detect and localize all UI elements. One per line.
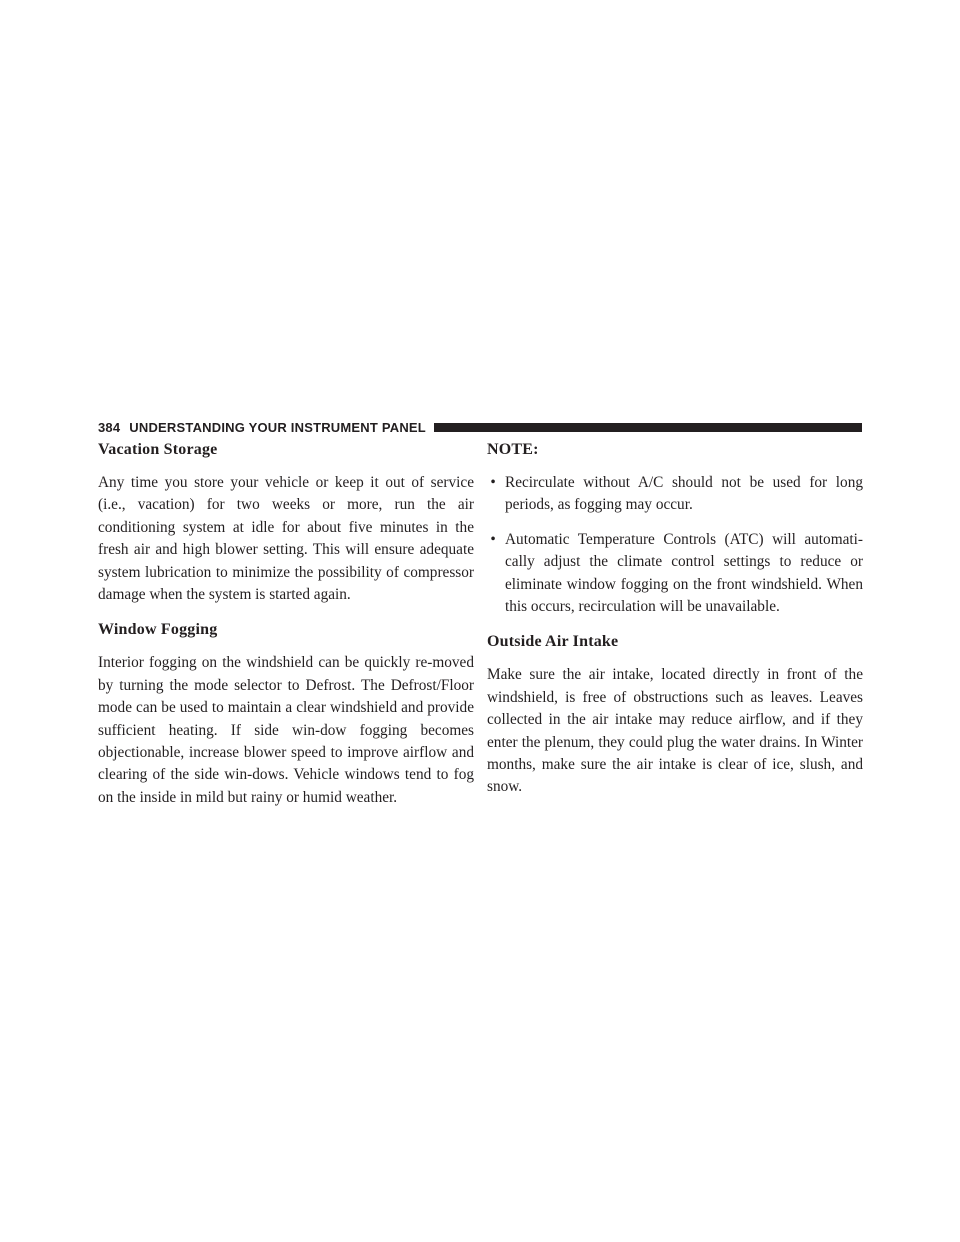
note-item — [487, 529, 863, 619]
bullet-icon: • — [490, 530, 496, 548]
note-item — [487, 472, 863, 517]
vacation-storage-heading: Vacation Storage — [98, 441, 218, 458]
outside-air-intake-heading: Outside Air Intake — [487, 633, 619, 651]
header-rule — [434, 423, 862, 432]
note-item-text: Automatic Temperature Controls (ATC) will automati-cally adjust the climate control settings to reduce or eliminate window fogging on the front windshield. When this occurs, recirculation will be unavailable. — [505, 530, 863, 616]
window-fogging-heading: Window Fogging — [98, 621, 218, 639]
left-column — [98, 438, 474, 820]
right-column — [487, 438, 863, 810]
section-title: UNDERSTANDING YOUR INSTRUMENT PANEL — [129, 419, 426, 435]
page-number: 384 — [98, 419, 121, 435]
vacation-storage-body: Any time you store your vehicle or keep it out of service (i.e., vacation) for two weeks or more, run the air conditioning system at idle for about five minutes in the fresh air and high blower setting. This will ensure adequate system lubrication to minimize the possibility of compressor damage when the system is started again. — [98, 474, 474, 604]
page-header — [98, 418, 862, 436]
outside-air-intake-body: Make sure the air intake, located directly in front of the windshield, is free of obstructions such as leaves. Leaves collected in the air intake may reduce airflow, and if they enter the plenum, they could plug the water drains. In Winter months, make sure the air intake is clear of ice, slush, and snow. — [487, 666, 863, 796]
note-heading: NOTE: — [487, 441, 539, 458]
window-fogging-body: Interior fogging on the windshield can be quickly re-moved by turning the mode selector to Defrost. The Defrost/Floor mode can be used to maintain a clear windshield and provide sufficient heating. If side win-dow fogging becomes objectionable, increase blower speed to improve airflow and clearing of the side win-dows. Vehicle windows tend to fog on the inside in mild but rainy or humid weather. — [98, 654, 474, 806]
bullet-icon: • — [490, 474, 496, 491]
note-item-text: Recirculate without A/C should not be used for long periods, as fogging may occur. — [505, 474, 863, 514]
note-list — [487, 472, 863, 618]
